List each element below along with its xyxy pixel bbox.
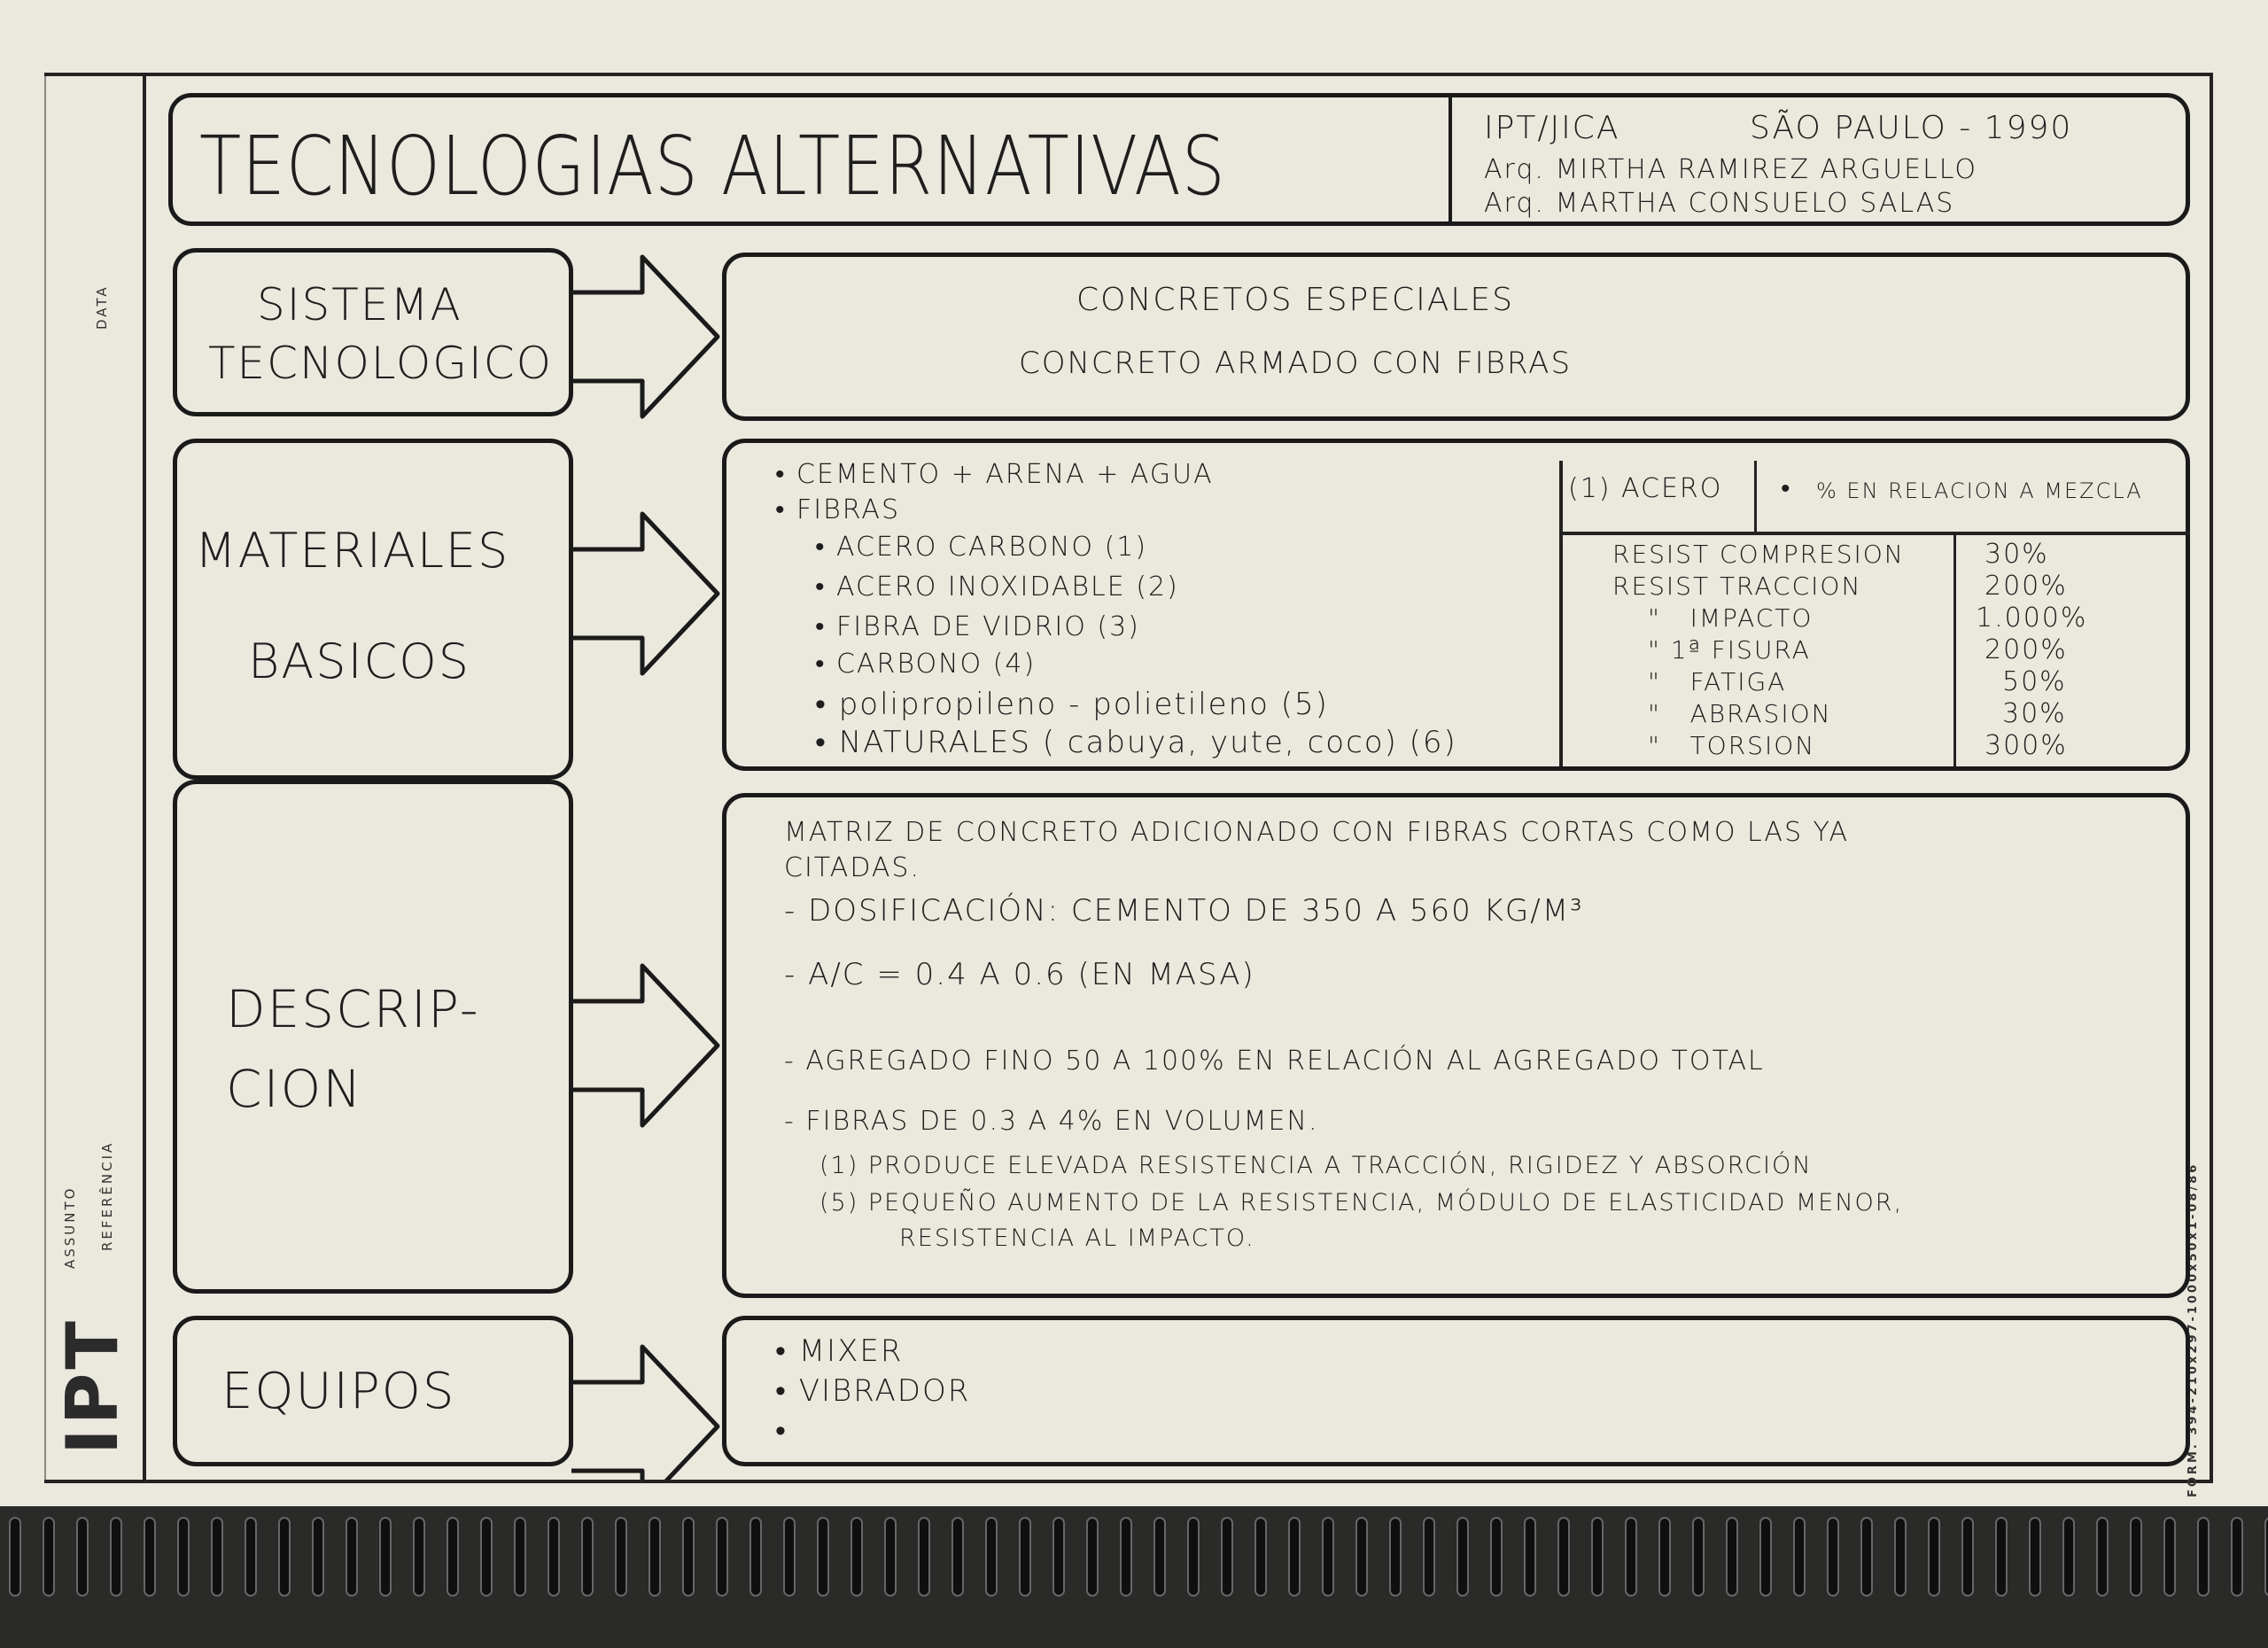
spiral-coil	[76, 1517, 89, 1597]
table-value: 300%	[1984, 730, 2068, 761]
desc-line: - AGREGADO FINO 50 A 100% EN RELACIÓN AL AGREGADO TOTAL	[784, 1046, 1765, 1077]
spiral-coil	[379, 1517, 392, 1597]
descripcion-content-box	[722, 793, 2190, 1298]
spiral-coil	[615, 1517, 627, 1597]
desc-note: RESISTENCIA AL IMPACTO.	[899, 1224, 1255, 1252]
desc-line: - A/C = 0.4 A 0.6 (EN MASA)	[784, 957, 1255, 992]
spiral-coil	[144, 1517, 156, 1597]
material-item: • FIBRA DE VIDRIO (3)	[815, 611, 1140, 642]
material-item: • FIBRAS	[775, 494, 900, 525]
table-value: 200%	[1984, 634, 2068, 665]
arrow-icon	[571, 966, 718, 1125]
spiral-coil	[985, 1517, 998, 1597]
arrows	[567, 248, 726, 1480]
table-header-bullet: •	[1781, 473, 1792, 504]
table-value: 30%	[1984, 539, 2049, 570]
spiral-coil	[9, 1517, 21, 1597]
spiral-coil	[2062, 1517, 2075, 1597]
spiral-coil	[2029, 1517, 2041, 1597]
table-prop: " TORSION	[1648, 731, 1816, 760]
spiral-coil	[1322, 1517, 1334, 1597]
table-rule	[1559, 532, 2190, 535]
equipo-item: •	[775, 1413, 788, 1449]
descripcion-label: DESCRIP-	[226, 979, 480, 1039]
spiral-coil	[211, 1517, 223, 1597]
spiral-coil	[312, 1517, 324, 1597]
spiral-coil	[1254, 1517, 1267, 1597]
spiral-coil	[447, 1517, 459, 1597]
spiral-coil	[1759, 1517, 1772, 1597]
spiral-coil	[884, 1517, 897, 1597]
spiral-coil	[43, 1517, 55, 1597]
spiral-coil	[413, 1517, 425, 1597]
materiales-label: MATERIALES	[195, 523, 510, 579]
equipos-label-box	[173, 1316, 573, 1466]
spiral-coil	[346, 1517, 358, 1597]
data-label: DATA	[94, 284, 110, 330]
spiral-coil	[649, 1517, 661, 1597]
material-item: • CARBONO (4)	[815, 649, 1037, 680]
title-box	[168, 93, 2190, 226]
spiral-coil	[1389, 1517, 1402, 1597]
form-code: FORM. 394-210x297-1000x50x1-08/86	[2186, 1162, 2200, 1497]
sistema-content-box	[722, 253, 2190, 421]
table-header-percent: % EN RELACION A MEZCLA	[1816, 478, 2143, 503]
sistema-label-box	[173, 248, 573, 416]
equipo-item: • VIBRADOR	[775, 1373, 971, 1409]
material-item: • NATURALES ( cabuya, yute, coco) (6)	[815, 725, 1457, 760]
spiral-coil	[1456, 1517, 1469, 1597]
concretos-especiales: CONCRETOS ESPECIALES	[1076, 282, 1515, 318]
arrow-icon	[571, 257, 718, 416]
table-prop: " IMPACTO	[1648, 603, 1814, 633]
cion-label: CION	[226, 1059, 363, 1119]
desc-line: CITADAS.	[784, 852, 920, 883]
material-item: • ACERO CARBONO (1)	[815, 532, 1148, 563]
material-item: • CEMENTO + ARENA + AGUA	[775, 459, 1214, 490]
spiral-coil	[1423, 1517, 1435, 1597]
materiales-label-box	[173, 439, 573, 780]
table-value: 200%	[1984, 571, 2068, 602]
assunto-label: ASSUNTO	[62, 1185, 78, 1269]
table-rule	[1754, 461, 1757, 533]
materiales-content-box	[722, 439, 2190, 771]
table-prop: RESIST TRACCION	[1612, 571, 1862, 601]
spiral-coil	[1658, 1517, 1671, 1597]
spiral-coil	[1355, 1517, 1368, 1597]
table-rule	[1953, 534, 1956, 766]
spiral-coil	[1961, 1517, 1974, 1597]
equipos-content-box	[722, 1316, 2190, 1466]
spiral-coil	[1692, 1517, 1705, 1597]
spiral-coil	[1793, 1517, 1806, 1597]
author-1: Arq. MIRTHA RAMIREZ ARGUELLO	[1484, 154, 1978, 185]
equipos-label: EQUIPOS	[221, 1363, 456, 1420]
spiral-coil	[850, 1517, 863, 1597]
table-value: 30%	[2002, 698, 2067, 729]
spiral-coil	[1221, 1517, 1233, 1597]
spiral-coil	[548, 1517, 560, 1597]
spiral-coil	[1524, 1517, 1536, 1597]
table-rule	[1559, 461, 1563, 766]
referencia-label: REFERÊNCIA	[99, 1140, 115, 1251]
table-prop: RESIST COMPRESION	[1612, 540, 1905, 569]
table-header-acero: (1) ACERO	[1568, 473, 1723, 504]
sistema-label: SISTEMA	[257, 279, 462, 330]
spiral-coil	[1995, 1517, 2008, 1597]
spiral-coil	[1120, 1517, 1132, 1597]
spiral-coil	[817, 1517, 829, 1597]
spiral-coil	[750, 1517, 762, 1597]
table-prop: " FATIGA	[1648, 667, 1787, 696]
spiral-coil	[918, 1517, 930, 1597]
spiral-coil	[1187, 1517, 1200, 1597]
desc-note: (5) PEQUEÑO AUMENTO DE LA RESISTENCIA, MÓDULO DE ELASTICIDAD MENOR,	[819, 1189, 1904, 1217]
spiral-coil	[2130, 1517, 2142, 1597]
spiral-coil	[581, 1517, 594, 1597]
spiral-coil	[682, 1517, 695, 1597]
page-title: TECNOLOGIAS ALTERNATIVAS	[199, 119, 1226, 214]
desc-line: MATRIZ DE CONCRETO ADICIONADO CON FIBRAS CORTAS COMO LAS YA	[784, 817, 1850, 848]
spiral-coil	[1591, 1517, 1604, 1597]
spiral-coil	[716, 1517, 728, 1597]
spiral-coil	[278, 1517, 291, 1597]
spiral-coil	[2231, 1517, 2243, 1597]
material-item: • polipropileno - polietileno (5)	[815, 687, 1329, 722]
org-label: IPT/JICA	[1484, 110, 1620, 146]
spiral-coil	[480, 1517, 493, 1597]
spiral-coil	[1052, 1517, 1065, 1597]
desc-line: - DOSIFICACIÓN: CEMENTO DE 350 A 560 KG/M³	[784, 893, 1584, 929]
table-prop: " 1ª FISURA	[1648, 635, 1811, 665]
basicos-label: BASICOS	[248, 634, 470, 689]
desc-line: - FIBRAS DE 0.3 A 4% EN VOLUMEN.	[784, 1106, 1319, 1137]
author-2: Arq. MARTHA CONSUELO SALAS	[1484, 188, 1955, 219]
spiral-coil	[2096, 1517, 2109, 1597]
spiral-coil	[1726, 1517, 1738, 1597]
place-year: SÃO PAULO - 1990	[1750, 110, 2073, 146]
spiral-coil	[1860, 1517, 1873, 1597]
spiral-coil	[2163, 1517, 2176, 1597]
spiral-coil	[2264, 1517, 2268, 1597]
spiral-coil	[110, 1517, 122, 1597]
spiral-coil	[1086, 1517, 1099, 1597]
ipt-logo: IPT	[51, 1318, 134, 1455]
spiral-coil	[177, 1517, 190, 1597]
spiral-coil	[1288, 1517, 1301, 1597]
spiral-coil	[1153, 1517, 1166, 1597]
spiral-coil	[245, 1517, 257, 1597]
spiral-coil	[1894, 1517, 1907, 1597]
spiral-coil	[1827, 1517, 1839, 1597]
spiral-coil	[783, 1517, 796, 1597]
spiral-coil	[1928, 1517, 1940, 1597]
concreto-armado-fibras: CONCRETO ARMADO CON FIBRAS	[1019, 346, 1573, 381]
arrow-icon	[571, 514, 718, 673]
spiral-coil	[1490, 1517, 1503, 1597]
arrow-icon	[571, 1347, 718, 1480]
spiral-coil	[514, 1517, 526, 1597]
spiral-coil	[1019, 1517, 1031, 1597]
spiral-coil	[1625, 1517, 1637, 1597]
material-item: • ACERO INOXIDABLE (2)	[815, 571, 1179, 602]
desc-note: (1) PRODUCE ELEVADA RESISTENCIA A TRACCIÓN, RIGIDEZ Y ABSORCIÓN	[819, 1152, 1813, 1179]
title-divider	[1449, 97, 1452, 222]
table-value: 1.000%	[1976, 602, 2088, 634]
spiral-coil	[951, 1517, 964, 1597]
spiral-coil	[1557, 1517, 1570, 1597]
descripcion-label-box	[173, 780, 573, 1294]
table-value: 50%	[2002, 666, 2067, 697]
equipo-item: • MIXER	[775, 1333, 904, 1369]
tecnologico-label: TECNOLOGICO	[208, 338, 553, 389]
spiral-coil	[2197, 1517, 2210, 1597]
table-prop: " ABRASION	[1648, 699, 1832, 728]
